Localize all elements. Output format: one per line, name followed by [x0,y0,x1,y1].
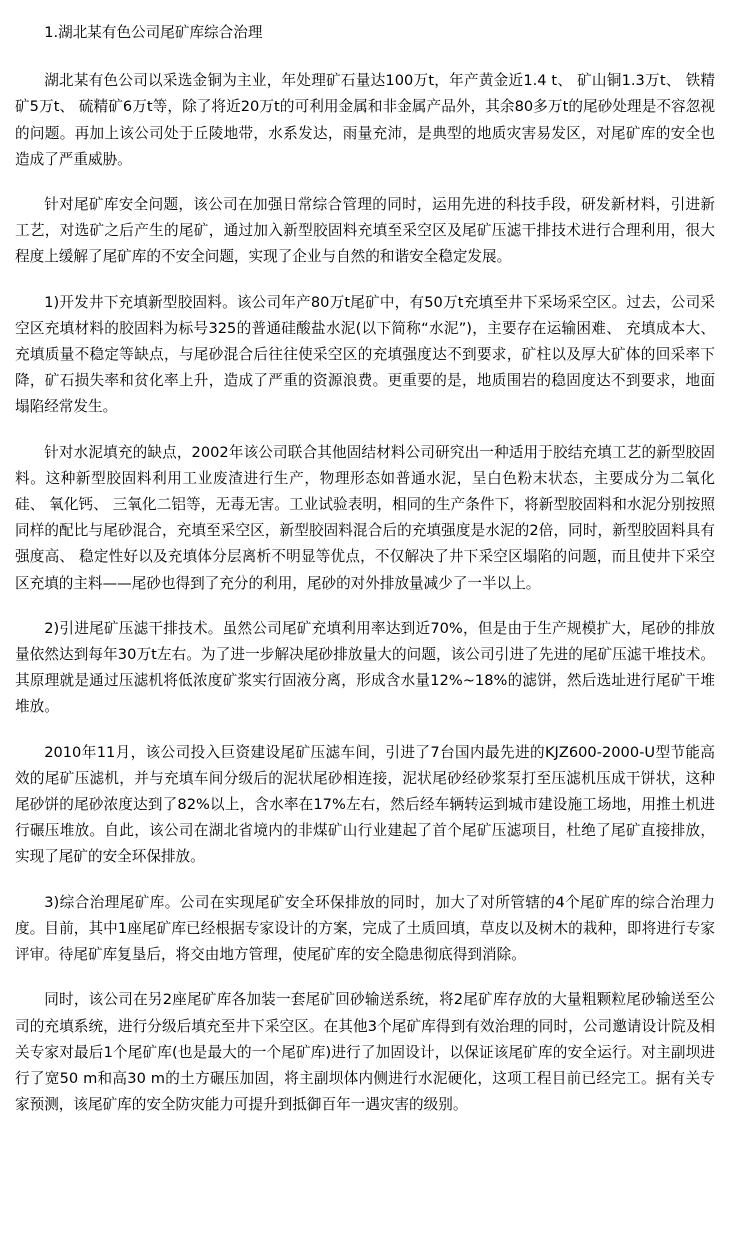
paragraph-measure-1: 1)开发井下充填新型胶固料。该公司年产80万t尾矿中，有50万t充填至井下采场采空区。过去，公司采空区充填材料的胶固料为标号325的普通硅酸盐水泥(以下简称“水泥”)，主要存在运输困难、 充填成本大、 充填质量不稳定等缺点，与尾砂混合后往往使采空区的充填强度达不到要求，矿柱以及厚大矿体的回采率下降，矿石损失率和贫化率上升，造成了严重的资源浪费。更重要的是，地质围岩的稳固度达不到要求，地面塌陷经常发生。 [15,293,715,416]
paragraph-intro: 湖北某有色公司以采选金铜为主业，年处理矿石量达100万t，年产黄金近1.4 t、 矿山铜1.3万t、 铁精矿5万t、 硫精矿6万t等，除了将近20万t的可利用金属和非金属产品外，其余80多万t的尾砂处理是不容忽视的问题。再加上该公司处于丘陵地带，水系发达，雨量充沛，是典型的地质灾害易发区，对尾矿库的安全也造成了严重威胁。 [15,72,715,168]
article [15,20,715,1137]
article-title: 1.湖北某有色公司尾矿库综合治理 [44,24,263,41]
paragraph-new-binder: 针对水泥填充的缺点，2002年该公司联合其他固结材料公司研究出一种适用于胶结充填工艺的新型胶固料。这种新型胶固料利用工业废渣进行生产，物理形态如普通水泥，呈白色粉末状态，主要成分为二氧化硅、 氧化钙、 三氧化二铝等，无毒无害。工业试验表明，相同的生产条件下，将新型胶固料和水泥分别按照同样的配比与尾砂混合，充填至采空区，新型胶固料混合后的充填强度是水泥的2倍，同时，新型胶固料具有强度高、 稳定性好以及充填体分层离析不明显等优点，不仅解决了井下采空区塌陷的问题，而且使井下采空区充填的主料——尾砂也得到了充分的利用，尾砂的对外排放量减少了一半以上。 [15,443,715,592]
paragraph-measure-3: 3)综合治理尾矿库。公司在实现尾矿安全环保排放的同时，加大了对所管辖的4个尾矿库的综合治理力度。目前，其中1座尾矿库已经根据专家设计的方案，完成了土质回填，草皮以及树木的栽种，即将进行专家评审。待尾矿库复垦后，将交由地方管理，使尾矿库的安全隐患彻底得到消除。 [15,893,715,964]
paragraph-overview: 针对尾矿库安全问题，该公司在加强日常综合管理的同时，运用先进的科技手段，研发新材料，引进新工艺，对选矿之后产生的尾矿，通过加入新型胶固料充填至采空区及尾矿压滤干排技术进行合理利用，很大程度上缓解了尾矿库的不安全问题，实现了企业与自然的和谐安全稳定发展。 [15,196,715,266]
paragraph-measure-2: 2)引进尾矿压滤干排技术。虽然公司尾矿充填利用率达到近70%，但是由于生产规模扩大，尾砂的排放量依然达到每年30万t左右。为了进一步解决尾砂排放量大的问题，该公司引进了先进的尾矿压滤干堆技术。其原理就是通过压滤机将低浓度矿浆实行固液分离，形成含水量12%~18%的滤饼，然后选址进行尾矿干堆堆放。 [15,619,715,716]
paragraph-filter-workshop: 2010年11月，该公司投入巨资建设尾矿压滤车间，引进了7台国内最先进的KJZ600-2000-U型节能高效的尾矿压滤机，并与充填车间分级后的泥状尾砂相连接，泥状尾砂经砂浆泵打至压滤机压成干饼状，这种尾砂饼的尾砂浓度达到了82%以上，含水率在17%左右，然后经车辆转运到城市建设施工场地，用推土机进行碾压堆放。自此，该公司在湖北省境内的非煤矿山行业建起了首个尾矿压滤项目，杜绝了尾矿直接排放，实现了尾矿的安全环保排放。 [15,743,715,866]
paragraph-reinforcement: 同时，该公司在另2座尾矿库各加装一套尾矿回砂输送系统，将2尾矿库存放的大量粗颗粒尾砂输送至公司的充填系统，进行分级后填充至井下采空区。在其他3个尾矿库得到有效治理的同时，公司邀请设计院及相关专家对最后1个尾矿库(也是最大的一个尾矿库)进行了加固设计，以保证该尾矿库的安全运行。对主副坝进行了宽50 m和高30 m的土方碾压加固，将主副坝体内侧进行水泥硬化，这项工程目前已经完工。据有关专家预测，该尾矿库的安全防灾能力可提升到抵御百年一遇灾害的级别。 [15,991,715,1114]
